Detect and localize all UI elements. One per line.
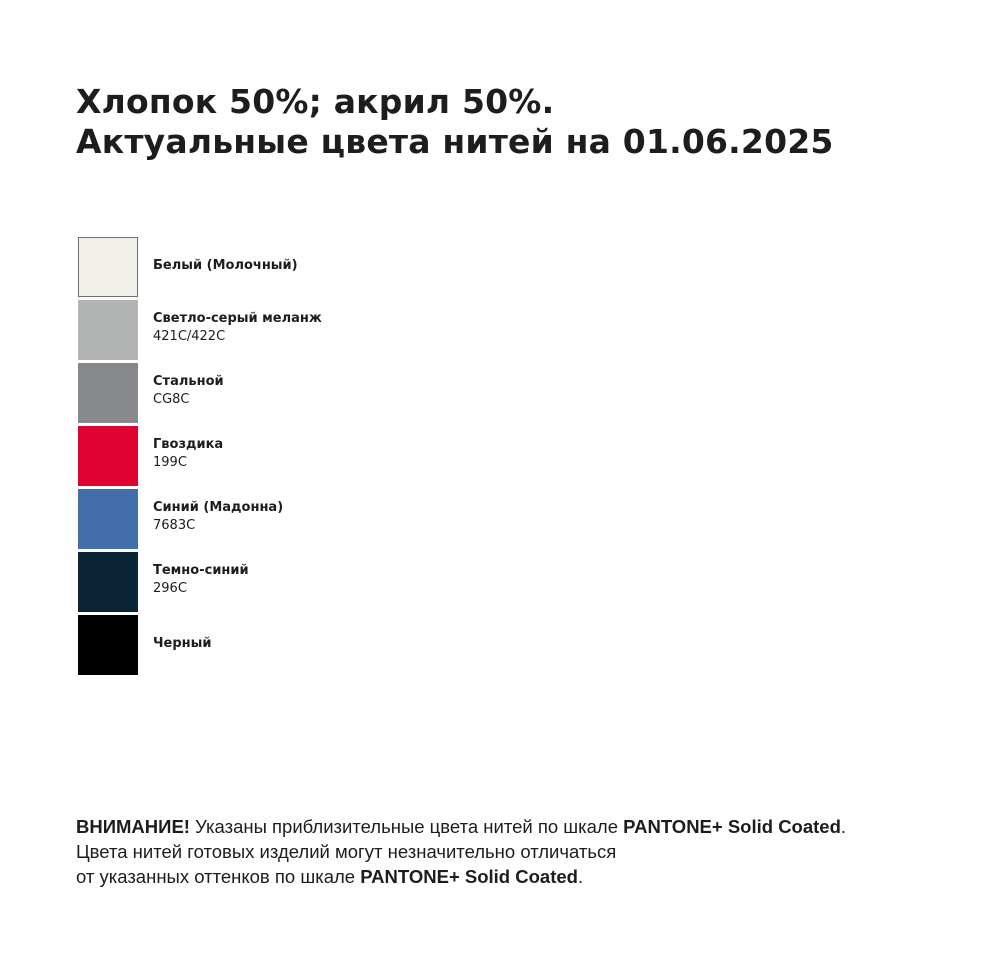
- swatch-pantone-code: 296C: [153, 581, 187, 596]
- title-line-2: Актуальные цвета нитей на 01.06.2025: [76, 122, 834, 161]
- swatch-name: Темно-синий: [153, 563, 249, 578]
- swatch-row: [78, 426, 478, 489]
- swatch-label: [153, 310, 322, 346]
- swatch-label: [153, 562, 249, 598]
- swatch-row: [78, 363, 478, 426]
- color-chip: [78, 489, 138, 549]
- swatch-name: Черный: [153, 636, 212, 651]
- swatch-name: Светло-серый меланж: [153, 311, 322, 326]
- notice-warning-label: ВНИМАНИЕ!: [76, 816, 190, 837]
- swatch-row: [78, 300, 478, 363]
- notice-line-3-end: .: [577, 866, 584, 887]
- page-title: [76, 82, 834, 162]
- swatch-label: [153, 257, 298, 275]
- swatch-pantone-code: 421C/422C: [153, 329, 226, 344]
- notice-pantone-label-2: PANTONE+ Solid Coated: [360, 866, 578, 887]
- notice-line-3-text: от указанных оттенков по шкале: [76, 866, 361, 887]
- color-chip: [78, 426, 138, 486]
- notice-line-3: [76, 864, 846, 889]
- swatch-label: [153, 635, 211, 653]
- swatch-name: Белый (Молочный): [153, 258, 298, 273]
- notice-line-1-text: Указаны приблизительные цвета нитей по шкале: [189, 816, 624, 837]
- swatch-name: Стальной: [153, 374, 224, 389]
- swatch-label: [153, 373, 224, 409]
- color-chip: [78, 363, 138, 423]
- notice-line-1-end: .: [840, 816, 847, 837]
- swatch-pantone-code: 7683C: [153, 518, 196, 533]
- color-chip: [78, 237, 138, 297]
- notice-line-2: Цвета нитей готовых изделий могут незначительно отличаться: [76, 841, 617, 862]
- swatch-label: [153, 499, 283, 535]
- swatch-pantone-code: 199C: [153, 455, 187, 470]
- notice-pantone-label-1: PANTONE+ Solid Coated: [623, 816, 841, 837]
- swatch-label: [153, 436, 223, 472]
- swatch-row: [78, 552, 478, 615]
- pantone-notice: [76, 814, 846, 889]
- title-line-1: Хлопок 50%; акрил 50%.: [76, 82, 555, 121]
- color-chip: [78, 300, 138, 360]
- notice-line-1: [76, 814, 846, 839]
- swatch-row: [78, 615, 478, 678]
- color-chip: [78, 615, 138, 675]
- swatch-name: Синий (Мадонна): [153, 500, 284, 515]
- swatch-pantone-code: CG8C: [153, 392, 190, 407]
- swatch-name: Гвоздика: [153, 437, 224, 452]
- color-swatch-list: [78, 237, 478, 678]
- swatch-row: [78, 237, 478, 300]
- color-chip: [78, 552, 138, 612]
- swatch-row: [78, 489, 478, 552]
